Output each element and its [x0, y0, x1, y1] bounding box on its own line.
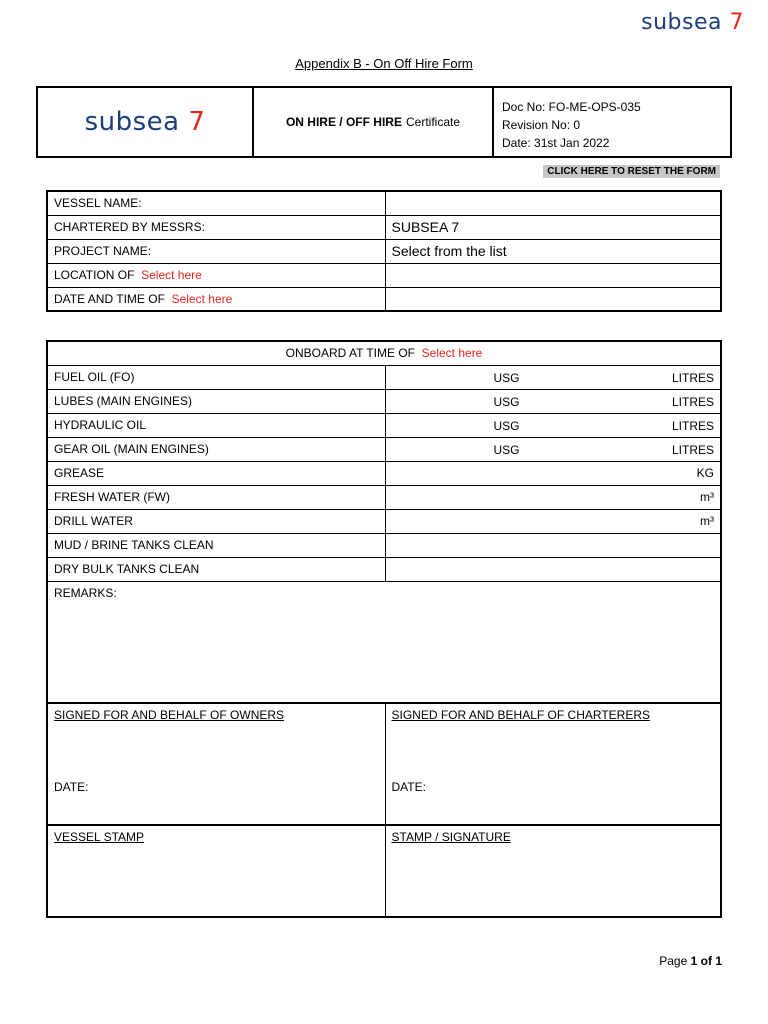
fresh-water-input[interactable]	[385, 485, 721, 509]
logo-word: subsea	[641, 10, 722, 35]
onboard-heading	[47, 341, 721, 365]
drill-water-input[interactable]	[385, 509, 721, 533]
dry-bulk-input[interactable]	[385, 557, 721, 581]
chartered-by-input[interactable]: SUBSEA 7	[385, 215, 721, 239]
logo-number: 7	[729, 10, 744, 35]
hydraulic-oil-label: HYDRAULIC OIL	[47, 413, 385, 437]
project-name-select[interactable]: Select from the list	[385, 239, 721, 263]
doc-no: Doc No: FO-ME-OPS-035	[502, 100, 641, 114]
remarks-field[interactable]	[47, 581, 721, 703]
vessel-table	[46, 190, 722, 312]
appendix-title: Appendix B - On Off Hire Form	[295, 56, 473, 71]
usg-unit: USG	[493, 370, 520, 385]
mud-tanks-input[interactable]	[385, 533, 721, 557]
page-current: 1	[690, 954, 698, 968]
owners-signature-field[interactable]	[47, 703, 385, 825]
charterers-signature-field[interactable]	[385, 703, 721, 825]
lubes-label: LUBES (MAIN ENGINES)	[47, 389, 385, 413]
litres-unit: LITRES	[671, 394, 714, 409]
location-of-label	[47, 263, 385, 287]
fresh-water-label: FRESH WATER (FW)	[47, 485, 385, 509]
date-time-of-label	[47, 287, 385, 311]
vessel-stamp-label: VESSEL STAMP	[54, 830, 145, 844]
date-time-of-text: DATE AND TIME OF	[54, 291, 165, 306]
fuel-oil-input[interactable]	[385, 365, 721, 389]
usg-unit: USG	[493, 418, 520, 433]
revision-no: Revision No: 0	[502, 118, 581, 132]
onboard-heading-text: ONBOARD AT TIME OF	[285, 346, 415, 361]
header-logo	[38, 88, 254, 156]
mud-tanks-label: MUD / BRINE TANKS CLEAN	[47, 533, 385, 557]
fuel-oil-label: FUEL OIL (FO)	[47, 365, 385, 389]
usg-unit: USG	[493, 442, 520, 457]
dry-bulk-label: DRY BULK TANKS CLEAN	[47, 557, 385, 581]
cert-title-rest: Certificate	[405, 115, 461, 129]
date-time-select[interactable]: Select here	[171, 291, 233, 306]
owners-date-label: DATE:	[54, 780, 89, 794]
m3-unit: m³	[700, 514, 714, 528]
hydraulic-oil-input[interactable]	[385, 413, 721, 437]
chartered-by-label: CHARTERED BY MESSRS:	[47, 215, 385, 239]
doc-info	[494, 88, 730, 156]
kg-unit: KG	[696, 466, 714, 480]
header-table	[36, 86, 732, 158]
page-label: Page	[659, 954, 688, 968]
lubes-input[interactable]	[385, 389, 721, 413]
m3-unit: m³	[700, 490, 714, 504]
location-input[interactable]	[385, 263, 721, 287]
cert-title-bold: ON HIRE / OFF HIRE	[285, 115, 402, 129]
litres-unit: LITRES	[671, 442, 714, 457]
signed-owners-label: SIGNED FOR AND BEHALF OF OWNERS	[54, 708, 285, 722]
page-total: 1	[715, 954, 722, 968]
gear-oil-input[interactable]	[385, 437, 721, 461]
charterers-date-label: DATE:	[391, 780, 426, 794]
litres-unit: LITRES	[671, 370, 714, 385]
gear-oil-label: GEAR OIL (MAIN ENGINES)	[47, 437, 385, 461]
page-number	[659, 954, 722, 968]
grease-input[interactable]	[385, 461, 721, 485]
usg-unit: USG	[493, 394, 520, 409]
grease-label: GREASE	[47, 461, 385, 485]
signed-charterers-label: SIGNED FOR AND BEHALF OF CHARTERERS	[391, 708, 650, 722]
header-logo-number: 7	[188, 107, 206, 137]
litres-unit: LITRES	[671, 418, 714, 433]
top-logo	[641, 10, 744, 35]
remarks-label: REMARKS:	[54, 585, 117, 600]
onboard-table	[46, 340, 722, 918]
stamp-signature-label: STAMP / SIGNATURE	[391, 830, 511, 844]
reset-form-button[interactable]: CLICK HERE TO RESET THE FORM	[543, 165, 720, 178]
project-name-label: PROJECT NAME:	[47, 239, 385, 263]
page-of: of	[700, 954, 712, 968]
doc-date: Date: 31st Jan 2022	[502, 136, 610, 150]
vessel-name-input[interactable]	[385, 191, 721, 215]
certificate-title	[254, 88, 494, 156]
onboard-select[interactable]: Select here	[421, 346, 483, 361]
header-logo-word: subsea	[84, 107, 180, 137]
location-select[interactable]: Select here	[141, 268, 202, 282]
drill-water-label: DRILL WATER	[47, 509, 385, 533]
location-of-text: LOCATION OF	[54, 268, 135, 282]
vessel-name-label: VESSEL NAME:	[47, 191, 385, 215]
stamp-signature-field[interactable]	[385, 825, 721, 917]
date-time-input[interactable]	[385, 287, 721, 311]
vessel-stamp-field[interactable]	[47, 825, 385, 917]
